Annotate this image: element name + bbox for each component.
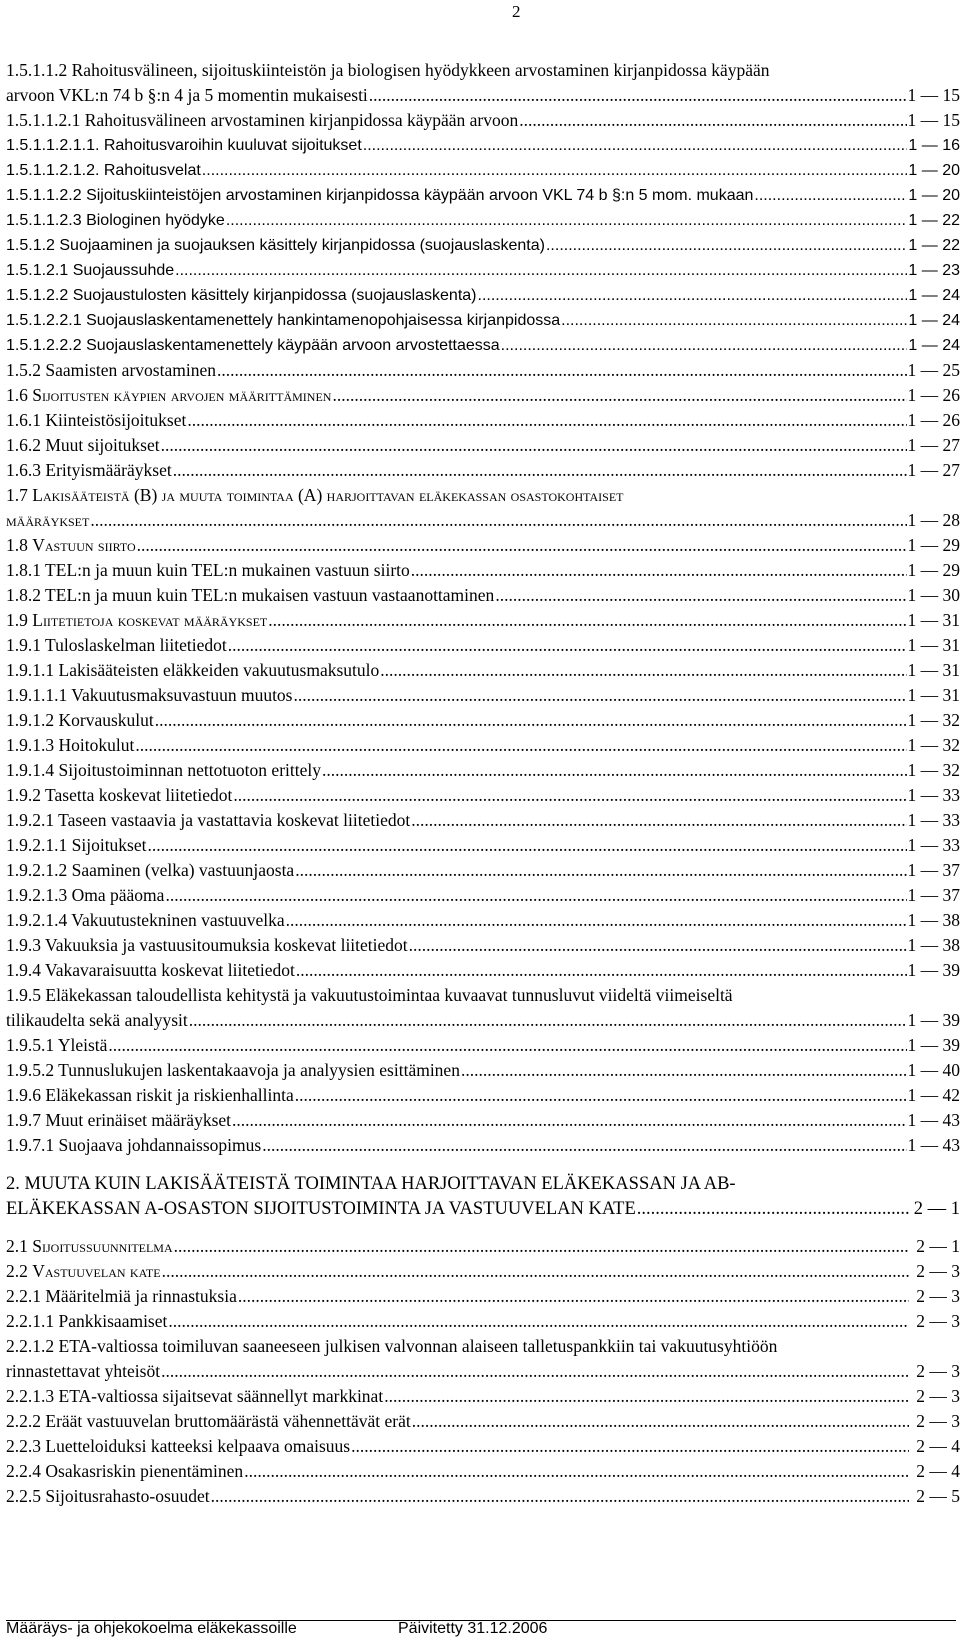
toc-dot-leader	[478, 283, 908, 308]
toc-entry-title: 1.5.1.2.2.2 Suojauslaskentamenettely käypään arvoon arvostettaessa	[6, 337, 500, 354]
toc-entry-page: 1 — 37	[907, 860, 960, 880]
toc-dot-leader	[135, 733, 906, 758]
toc-entry-row	[6, 133, 960, 158]
toc-entry[interactable]	[6, 608, 960, 633]
toc-entry[interactable]	[6, 258, 960, 283]
toc-entry[interactable]	[6, 1459, 960, 1484]
toc-dot-leader	[286, 908, 907, 933]
toc-entry-row	[6, 608, 960, 633]
toc-entry-row	[6, 308, 960, 333]
toc-entry-row	[6, 508, 960, 533]
toc-entry-number: 1.8	[6, 535, 33, 555]
toc-entry-first-line: 2.2.1.2 ETA-valtiossa toimiluvan saaneeseen julkisen valvonnan alaiseen talletuspankkiin tai vakuutusyhtiöön	[6, 1336, 778, 1356]
toc-dot-leader	[351, 1434, 909, 1459]
toc-dot-leader	[155, 708, 907, 733]
toc-entry[interactable]	[6, 458, 960, 483]
toc-dot-leader	[244, 1459, 909, 1484]
toc-entry-title: 1.6.3 Erityismääräykset	[6, 460, 172, 480]
toc-entry-page: 2 — 3	[916, 1261, 960, 1281]
toc-entry-page: 1 — 32	[907, 735, 960, 755]
toc-dot-leader	[495, 583, 906, 608]
toc-entry[interactable]	[6, 108, 960, 133]
toc-dot-leader	[175, 258, 907, 283]
toc-entry-title: 1.5.1.1.2.2 Sijoituskiinteistöjen arvostaminen kirjanpidossa käypään arvoon VKL 74 b §:n 5 mom. mukaan	[6, 187, 754, 204]
toc-dot-leader	[754, 183, 907, 208]
toc-entry[interactable]	[6, 1484, 960, 1509]
toc-entry-page: 1 — 29	[907, 535, 960, 555]
toc-entry-page: 1 — 27	[907, 435, 960, 455]
toc-entry[interactable]	[6, 883, 960, 908]
toc-entry-title: 1.9.7.1 Suojaava johdannaissopimus	[6, 1135, 262, 1155]
toc-dot-leader	[238, 1284, 909, 1309]
toc-entry-row	[6, 1409, 960, 1434]
toc-dot-leader	[161, 1359, 909, 1384]
toc-dot-leader	[173, 458, 907, 483]
toc-entry-page: 1 — 43	[907, 1135, 960, 1155]
toc-entry-title: 1.5.2 Saamisten arvostaminen	[6, 360, 216, 380]
toc-entry-title: 1.9.1.1.1 Vakuutusmaksuvastuun muutos	[6, 685, 293, 705]
toc-entry-row	[6, 233, 960, 258]
toc-entry-page: 1 — 39	[907, 1010, 960, 1030]
toc-entry-row	[6, 458, 960, 483]
toc-entry-page: 1 — 33	[907, 835, 960, 855]
toc-entry-title: ELÄKEKASSAN A-OSASTON SIJOITUSTOIMINTA JA VASTUUVELAN KATE	[6, 1199, 636, 1219]
toc-entry[interactable]	[6, 733, 960, 758]
toc-entry-page: 1 — 15	[907, 110, 960, 130]
toc-dot-leader	[637, 1197, 909, 1222]
toc-entry-page: 1 — 39	[907, 960, 960, 980]
toc-entry-row	[6, 1309, 960, 1334]
toc-entry[interactable]	[6, 583, 960, 608]
toc-entry-page: 2 — 1	[913, 1199, 960, 1219]
toc-entry-row	[6, 283, 960, 308]
toc-entry-number: 1.7	[6, 485, 33, 505]
toc-dot-leader	[412, 1409, 909, 1434]
toc-entry-page: 2 — 1	[916, 1236, 960, 1256]
toc-entry-title: 1.9.1.2 Korvauskulut	[6, 710, 154, 730]
toc-entry-page: 1 — 33	[907, 785, 960, 805]
toc-entry-row	[6, 1234, 960, 1259]
toc-entry[interactable]	[6, 983, 960, 1033]
toc-dot-leader	[519, 108, 906, 133]
toc-dot-leader	[187, 408, 906, 433]
toc-entry[interactable]	[6, 1309, 960, 1334]
toc-dot-leader	[90, 508, 906, 533]
toc-entry-title: 1.9.2.1.1 Sijoitukset	[6, 835, 147, 855]
toc-entry-page: 1 — 32	[907, 760, 960, 780]
toc-entry[interactable]	[6, 483, 960, 533]
toc-dot-leader	[161, 433, 907, 458]
toc-dot-leader	[561, 308, 907, 333]
toc-entry-title	[6, 608, 267, 633]
toc-entry-page: 1 — 37	[907, 885, 960, 905]
toc-entry-title: tilikaudelta sekä analyysit	[6, 1010, 188, 1030]
toc-entry[interactable]	[6, 308, 960, 333]
toc-dot-leader	[262, 1133, 906, 1158]
toc-entry-heading: Liitetietoja koskevat määräykset	[32, 610, 268, 630]
toc-dot-leader	[202, 158, 908, 183]
toc-entry-row	[6, 1484, 960, 1509]
toc-entry-title: 2.2.1 Määritelmiä ja rinnastuksia	[6, 1286, 237, 1306]
footer-publication-title: Määräys- ja ohjekokoelma eläkekassoille	[6, 1620, 297, 1637]
toc-entry-title: 1.5.1.2.2 Suojaustulosten käsittely kirjanpidossa (suojauslaskenta)	[6, 287, 477, 304]
toc-entry-row	[6, 1058, 960, 1083]
toc-entry-row	[6, 1133, 960, 1158]
toc-entry-row	[6, 833, 960, 858]
toc-entry[interactable]	[6, 533, 960, 558]
toc-entry-row	[6, 958, 960, 983]
toc-dot-leader	[546, 233, 907, 258]
toc-entry-page: 1 — 16	[908, 137, 960, 154]
toc-entry-title: 1.6.1 Kiinteistösijoitukset	[6, 410, 187, 430]
toc-entry[interactable]	[6, 1058, 960, 1083]
toc-entry-row	[6, 183, 960, 208]
toc-entry-row	[6, 1434, 960, 1459]
toc-entry[interactable]	[6, 558, 960, 583]
toc-entry-row	[6, 1197, 960, 1222]
toc-dot-leader	[295, 858, 906, 883]
toc-dot-leader	[217, 358, 907, 383]
toc-entry-heading: Lakisääteistä (B) ja muuta toimintaa (A) harjoittavan eläkekassan osastokohtaiset	[32, 485, 624, 505]
toc-dot-leader	[137, 533, 907, 558]
toc-entry-page: 2 — 3	[916, 1311, 960, 1331]
toc-dot-leader	[228, 633, 907, 658]
toc-entry-title: 1.9.1 Tuloslaskelman liitetiedot	[6, 635, 227, 655]
toc-dot-leader	[168, 1309, 909, 1334]
toc-dot-leader	[233, 783, 906, 808]
toc-entry-row	[6, 1008, 960, 1033]
toc-entry-heading: Vastuun siirto	[32, 535, 136, 555]
toc-entry-row	[6, 658, 960, 683]
toc-entry-row	[6, 358, 960, 383]
toc-entry[interactable]	[6, 858, 960, 883]
toc-entry[interactable]	[6, 1033, 960, 1058]
toc-entry[interactable]	[6, 1434, 960, 1459]
toc-entry-page: 1 — 27	[907, 460, 960, 480]
toc-entry-title: 1.9.4 Vakavaraisuutta koskevat liitetiedot	[6, 960, 295, 980]
toc-dot-leader	[108, 1033, 906, 1058]
toc-entry-row	[6, 933, 960, 958]
toc-dot-leader	[162, 1259, 909, 1284]
toc-entry-title: 1.5.1.2.2.1 Suojauslaskentamenettely hankintamenopohjaisessa kirjanpidossa	[6, 312, 561, 329]
toc-dot-leader	[295, 1083, 907, 1108]
toc-entry-row	[6, 1083, 960, 1108]
toc-entry-row	[6, 558, 960, 583]
toc-entry-page: 2 — 3	[916, 1411, 960, 1431]
toc-entry-row	[6, 108, 960, 133]
toc-entry-row	[6, 858, 960, 883]
toc-dot-leader	[268, 608, 906, 633]
toc-entry-first-line: 1.5.1.1.2 Rahoitusvälineen, sijoituskiinteistön ja biologisen hyödykkeen arvostaminen kirjanpidossa käypään	[6, 60, 770, 80]
toc-entry-row	[6, 383, 960, 408]
toc-dot-leader	[232, 1108, 906, 1133]
toc-entry-title: 1.6.2 Muut sijoitukset	[6, 435, 160, 455]
toc-entry-title: 1.9.2.1.2 Saaminen (velka) vastuunjaosta	[6, 860, 295, 880]
toc-entry-title: 1.9.2.1.3 Oma pääoma	[6, 885, 165, 905]
toc-entry-title: 2.2.2 Eräät vastuuvelan bruttomäärästä vähennettävät erät	[6, 1411, 411, 1431]
toc-entry-title: 1.5.1.2.1 Suojaussuhde	[6, 262, 175, 279]
toc-entry-page: 2 — 3	[916, 1386, 960, 1406]
toc-dot-leader	[369, 83, 907, 108]
toc-entry-page: 1 — 42	[907, 1085, 960, 1105]
toc-entry-page: 2 — 5	[916, 1486, 960, 1506]
toc-entry-title: 1.8.1 TEL:n ja muun kuin TEL:n mukainen vastuun siirto	[6, 560, 410, 580]
toc-entry-row	[6, 408, 960, 433]
toc-entry-row	[6, 1384, 960, 1409]
toc-entry-row	[6, 733, 960, 758]
toc-dot-leader	[174, 1234, 909, 1259]
toc-entry-heading: määräykset	[6, 510, 90, 530]
toc-entry[interactable]	[6, 208, 960, 233]
toc-dot-leader	[384, 1384, 909, 1409]
toc-entry-number: 2.1	[6, 1236, 33, 1256]
toc-entry-title: 1.5.1.1.2.3 Biologinen hyödyke	[6, 212, 225, 229]
toc-entry-page: 1 — 31	[907, 635, 960, 655]
toc-entry-page: 2 — 3	[916, 1286, 960, 1306]
toc-dot-leader	[148, 833, 907, 858]
toc-entry-title: 1.9.3 Vakuuksia ja vastuusitoumuksia koskevat liitetiedot	[6, 935, 408, 955]
toc-entry-page: 1 — 24	[908, 312, 960, 329]
toc-dot-leader	[189, 1008, 907, 1033]
toc-entry-page: 1 — 31	[907, 660, 960, 680]
toc-entry-page: 1 — 28	[907, 510, 960, 530]
toc-entry-page: 1 — 32	[907, 710, 960, 730]
toc-entry-row	[6, 683, 960, 708]
toc-entry-title: 1.8.2 TEL:n ja muun kuin TEL:n mukaisen vastuun vastaanottaminen	[6, 585, 495, 605]
toc-entry-row	[6, 808, 960, 833]
toc-entry-title	[6, 1234, 173, 1259]
toc-entry-page: 1 — 38	[907, 910, 960, 930]
toc-entry-heading: Sijoitusten käypien arvojen määrittäminen	[32, 385, 332, 405]
toc-entry-number: 2.2	[6, 1261, 33, 1281]
toc-dot-leader	[409, 933, 907, 958]
toc-dot-leader	[411, 558, 907, 583]
toc-entry-title	[6, 508, 89, 533]
toc-entry-title: 1.5.1.2 Suojaaminen ja suojauksen käsittely kirjanpidossa (suojauslaskenta)	[6, 237, 545, 254]
toc-entry[interactable]	[6, 958, 960, 983]
toc-entry-row	[6, 1259, 960, 1284]
toc-entry-number: 1.9	[6, 610, 33, 630]
toc-entry-row	[6, 158, 960, 183]
toc-entry-row	[6, 83, 960, 108]
toc-entry-page: 2 — 4	[916, 1461, 960, 1481]
toc-entry-title: 2.2.3 Luetteloiduksi katteeksi kelpaava omaisuus	[6, 1436, 351, 1456]
toc-entry-page: 1 — 24	[908, 337, 960, 354]
toc-entry-title: 2.2.1.1 Pankkisaamiset	[6, 1311, 168, 1331]
toc-entry[interactable]	[6, 133, 960, 158]
toc-entry-row	[6, 1284, 960, 1309]
toc-entry-row	[6, 1359, 960, 1384]
toc-dot-leader	[165, 883, 906, 908]
toc-entry[interactable]	[6, 1234, 960, 1259]
toc-entry-title: 1.9.7 Muut erinäiset määräykset	[6, 1110, 232, 1130]
toc-entry-row	[6, 208, 960, 233]
toc-dot-leader	[411, 808, 906, 833]
toc-entry-title: arvoon VKL:n 74 b §:n 4 ja 5 momentin mukaisesti	[6, 85, 368, 105]
toc-entry[interactable]	[6, 283, 960, 308]
toc-entry-page: 1 — 38	[907, 935, 960, 955]
toc-dot-leader	[211, 1484, 909, 1509]
toc-entry-page: 2 — 3	[916, 1361, 960, 1381]
toc-entry-title	[6, 533, 136, 558]
toc-entry-row	[6, 1033, 960, 1058]
toc-entry-page: 1 — 24	[908, 287, 960, 304]
toc-entry-title: 1.5.1.1.2.1 Rahoitusvälineen arvostaminen kirjanpidossa käypään arvoon	[6, 110, 519, 130]
toc-entry-title: 2.2.4 Osakasriskin pienentäminen	[6, 1461, 244, 1481]
toc-dot-leader	[296, 958, 907, 983]
toc-entry-page: 1 — 43	[907, 1110, 960, 1130]
toc-entry-row	[6, 883, 960, 908]
toc-entry[interactable]	[6, 758, 960, 783]
toc-entry-row	[6, 633, 960, 658]
toc-entry[interactable]	[6, 408, 960, 433]
toc-entry[interactable]	[6, 1334, 960, 1384]
toc-entry-title: 1.9.2 Tasetta koskevat liitetiedot	[6, 785, 233, 805]
toc-entry-title: 1.9.5.1 Yleistä	[6, 1035, 108, 1055]
toc-dot-leader	[322, 758, 907, 783]
toc-entry-title	[6, 383, 331, 408]
toc-entry-title: 1.9.2.1.4 Vakuutustekninen vastuuvelka	[6, 910, 285, 930]
toc-entry-title: 1.5.1.1.2.1.2. Rahoitusvelat	[6, 162, 201, 179]
toc-entry[interactable]	[6, 233, 960, 258]
toc-entry-first-line: 2. MUUTA KUIN LAKISÄÄTEISTÄ TOIMINTAA HARJOITTAVAN ELÄKEKASSAN JA AB-	[6, 1174, 736, 1194]
toc-entry[interactable]	[6, 1083, 960, 1108]
toc-entry[interactable]	[6, 683, 960, 708]
toc-entry-page: 1 — 33	[907, 810, 960, 830]
toc-entry-row	[6, 708, 960, 733]
toc-entry-page: 1 — 25	[907, 360, 960, 380]
table-of-contents	[6, 58, 960, 1509]
toc-dot-leader	[363, 133, 908, 158]
toc-entry-row	[6, 1459, 960, 1484]
toc-entry[interactable]	[6, 808, 960, 833]
toc-entry[interactable]	[6, 358, 960, 383]
toc-entry[interactable]	[6, 333, 960, 358]
toc-entry[interactable]	[6, 1172, 960, 1222]
toc-entry-title: 2.2.5 Sijoitusrahasto-osuudet	[6, 1486, 210, 1506]
toc-dot-leader	[332, 383, 906, 408]
toc-entry[interactable]	[6, 833, 960, 858]
toc-entry-heading: Sijoitussuunnitelma	[32, 1236, 173, 1256]
toc-dot-leader	[226, 208, 908, 233]
toc-dot-leader	[461, 1058, 907, 1083]
toc-entry-title: 1.9.1.4 Sijoitustoiminnan nettotuoton erittely	[6, 760, 321, 780]
toc-entry-page: 2 — 4	[916, 1436, 960, 1456]
toc-entry-heading: Vastuuvelan kate	[32, 1261, 161, 1281]
toc-entry[interactable]	[6, 1133, 960, 1158]
toc-entry-page: 1 — 26	[907, 410, 960, 430]
toc-entry-title	[6, 1259, 161, 1284]
toc-dot-leader	[294, 683, 907, 708]
toc-entry-title: 1.9.2.1 Taseen vastaavia ja vastattavia koskevat liitetiedot	[6, 810, 411, 830]
toc-entry-page: 1 — 22	[908, 237, 960, 254]
toc-entry-first-line	[6, 483, 960, 508]
toc-entry-page: 1 — 30	[907, 585, 960, 605]
toc-entry-row	[6, 1108, 960, 1133]
toc-entry-page: 1 — 23	[908, 262, 960, 279]
toc-entry-row	[6, 433, 960, 458]
toc-entry-title: 2.2.1.3 ETA-valtiossa sijaitsevat säännellyt markkinat	[6, 1386, 384, 1406]
toc-entry-page: 1 — 31	[907, 610, 960, 630]
toc-entry-page: 1 — 40	[907, 1060, 960, 1080]
toc-entry-first-line: 1.9.5 Eläkekassan taloudellista kehitystä ja vakuutustoimintaa kuvaavat tunnusluvut viideltä viimeiseltä	[6, 985, 733, 1005]
toc-entry-page: 1 — 29	[907, 560, 960, 580]
toc-entry-title: 1.9.5.2 Tunnuslukujen laskentakaavoja ja analyysien esittäminen	[6, 1060, 460, 1080]
toc-entry-page: 1 — 22	[908, 212, 960, 229]
toc-entry[interactable]	[6, 158, 960, 183]
toc-entry-page: 1 — 31	[907, 685, 960, 705]
toc-entry[interactable]	[6, 1108, 960, 1133]
toc-dot-leader	[501, 333, 908, 358]
toc-entry-page: 1 — 20	[908, 162, 960, 179]
toc-entry-number: 1.6	[6, 385, 33, 405]
toc-entry-title: 1.9.1.1 Lakisääteisten eläkkeiden vakuutusmaksutulo	[6, 660, 380, 680]
toc-entry-page: 1 — 26	[907, 385, 960, 405]
toc-entry[interactable]	[6, 908, 960, 933]
footer-updated-date: Päivitetty 31.12.2006	[398, 1620, 548, 1637]
toc-entry-title: rinnastettavat yhteisöt	[6, 1361, 161, 1381]
toc-entry-title: 1.9.1.3 Hoitokulut	[6, 735, 135, 755]
toc-entry[interactable]	[6, 1384, 960, 1409]
toc-entry-page: 1 — 39	[907, 1035, 960, 1055]
toc-entry[interactable]	[6, 633, 960, 658]
toc-entry-row	[6, 533, 960, 558]
page-number: 2	[512, 2, 521, 21]
toc-entry[interactable]	[6, 1409, 960, 1434]
toc-entry-title: 1.9.6 Eläkekassan riskit ja riskienhallinta	[6, 1085, 294, 1105]
toc-entry-page: 1 — 20	[908, 187, 960, 204]
toc-entry-row	[6, 783, 960, 808]
toc-entry[interactable]	[6, 1284, 960, 1309]
toc-entry[interactable]	[6, 933, 960, 958]
toc-entry-row	[6, 258, 960, 283]
toc-entry[interactable]	[6, 708, 960, 733]
toc-entry[interactable]	[6, 433, 960, 458]
toc-entry-row	[6, 583, 960, 608]
toc-entry-title: 1.5.1.1.2.1.1. Rahoitusvaroihin kuuluvat sijoitukset	[6, 137, 362, 154]
toc-entry-row	[6, 333, 960, 358]
toc-entry-page: 1 — 15	[907, 85, 960, 105]
toc-entry-row	[6, 908, 960, 933]
toc-entry[interactable]	[6, 183, 960, 208]
toc-dot-leader	[380, 658, 906, 683]
toc-entry-row	[6, 758, 960, 783]
toc-entry[interactable]	[6, 783, 960, 808]
toc-entry[interactable]	[6, 383, 960, 408]
toc-entry[interactable]	[6, 658, 960, 683]
toc-entry[interactable]	[6, 1259, 960, 1284]
toc-entry[interactable]	[6, 58, 960, 108]
